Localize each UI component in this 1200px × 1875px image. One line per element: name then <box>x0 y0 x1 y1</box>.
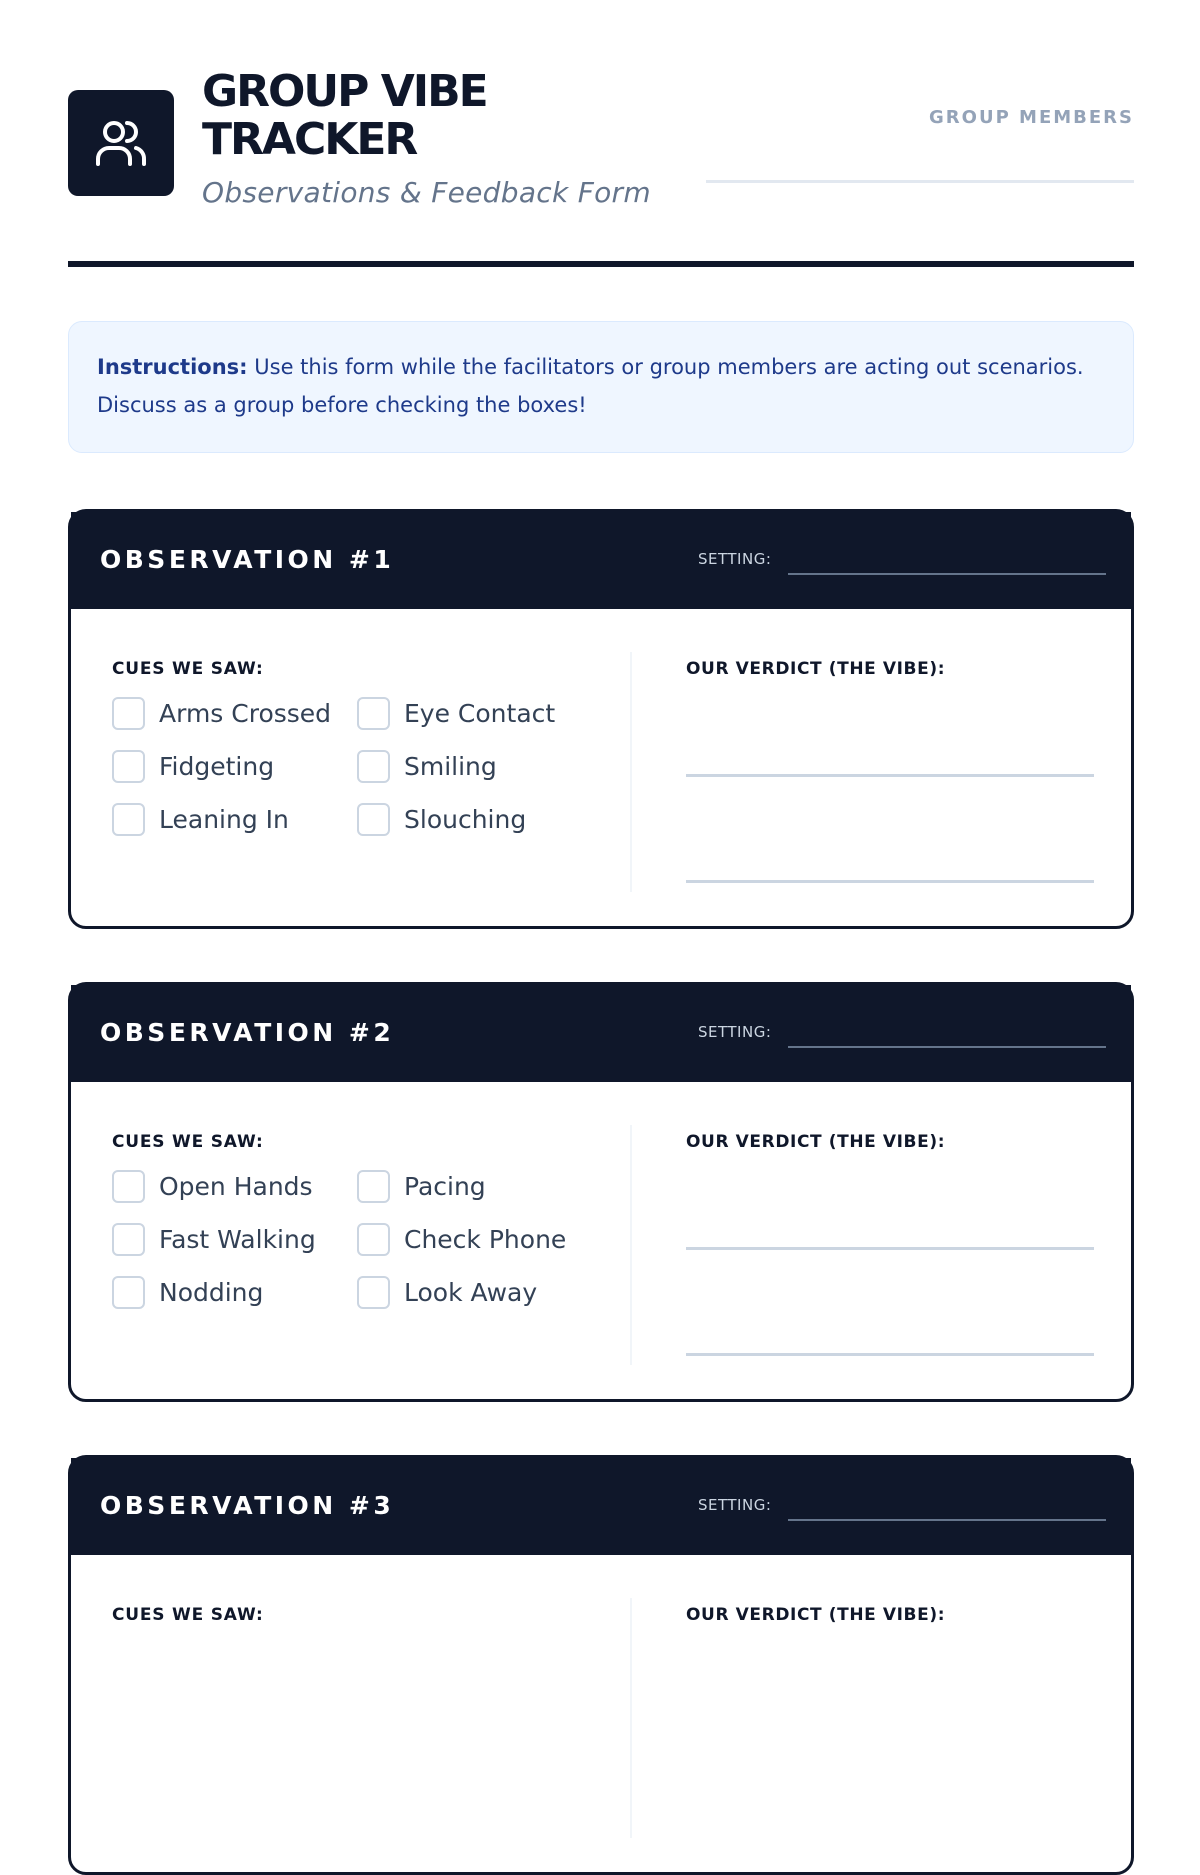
cues-label: CUES WE SAW: <box>112 1605 264 1625</box>
setting-input[interactable] <box>788 1519 1106 1521</box>
cue-label: Fidgeting <box>159 751 275 781</box>
cue-label: Nodding <box>159 1277 264 1307</box>
page-title <box>202 68 487 164</box>
cue-label: Eye Contact <box>404 698 556 728</box>
verdict-input-line[interactable] <box>686 880 1094 883</box>
column-divider <box>630 1598 632 1838</box>
observation-header <box>71 1458 1131 1555</box>
setting-label: SETTING: <box>698 1023 772 1041</box>
instructions-heading: Instructions: <box>97 355 248 379</box>
cue-label: Arms Crossed <box>159 698 332 728</box>
cue-checkbox[interactable] <box>112 1223 145 1256</box>
cue-label: Leaning In <box>159 804 289 834</box>
cue-checkbox[interactable] <box>357 750 390 783</box>
observation-header <box>71 512 1131 609</box>
cue-label: Check Phone <box>404 1224 567 1254</box>
column-divider <box>630 652 632 892</box>
users-icon <box>94 118 148 168</box>
cue-item[interactable] <box>357 802 526 836</box>
page-subtitle: Observations & Feedback Form <box>202 176 651 209</box>
setting-input[interactable] <box>788 1046 1106 1048</box>
title-line-1: GROUP VIBE <box>202 66 487 117</box>
verdict-label: OUR VERDICT (THE VIBE): <box>686 1605 946 1625</box>
cue-checkbox[interactable] <box>357 803 390 836</box>
verdict-input-line[interactable] <box>686 774 1094 777</box>
cue-label: Smiling <box>404 751 497 781</box>
cue-checkbox[interactable] <box>357 1223 390 1256</box>
cue-label: Pacing <box>404 1171 486 1201</box>
cue-label: Look Away <box>404 1277 538 1307</box>
cue-item[interactable] <box>112 1169 313 1203</box>
verdict-label: OUR VERDICT (THE VIBE): <box>686 1132 946 1152</box>
cues-label: CUES WE SAW: <box>112 659 264 679</box>
column-divider <box>630 1125 632 1365</box>
group-members-label: GROUP MEMBERS <box>929 107 1134 128</box>
setting-label: SETTING: <box>698 1496 772 1514</box>
setting-input[interactable] <box>788 573 1106 575</box>
cue-item[interactable] <box>112 802 289 836</box>
cue-label: Fast Walking <box>159 1224 316 1254</box>
cue-checkbox[interactable] <box>357 697 390 730</box>
cue-item[interactable] <box>357 1275 537 1309</box>
instructions-text-2: Discuss as a group before checking the boxes! <box>97 393 587 417</box>
observation-card-1 <box>68 509 1134 929</box>
cue-checkbox[interactable] <box>112 697 145 730</box>
cue-item[interactable] <box>112 1222 316 1256</box>
instructions-text-1: Use this form while the facilitators or group members are acting out scenarios. <box>247 355 1084 379</box>
cue-checkbox[interactable] <box>112 750 145 783</box>
observation-title: OBSERVATION #2 <box>100 1018 395 1047</box>
observation-title: OBSERVATION #1 <box>100 545 395 574</box>
verdict-label: OUR VERDICT (THE VIBE): <box>686 659 946 679</box>
group-members-field[interactable] <box>706 180 1134 183</box>
cue-item[interactable] <box>357 749 497 783</box>
cue-item[interactable] <box>357 696 555 730</box>
verdict-input-line[interactable] <box>686 1247 1094 1250</box>
cue-label: Slouching <box>404 804 527 834</box>
logo <box>68 90 174 196</box>
cue-item[interactable] <box>112 749 274 783</box>
setting-label: SETTING: <box>698 550 772 568</box>
cue-item[interactable] <box>357 1169 486 1203</box>
cue-item[interactable] <box>112 1275 263 1309</box>
cue-checkbox[interactable] <box>357 1276 390 1309</box>
cue-checkbox[interactable] <box>112 1276 145 1309</box>
cue-label: Open Hands <box>159 1171 313 1201</box>
cue-checkbox[interactable] <box>112 1170 145 1203</box>
title-line-2: TRACKER <box>202 114 417 165</box>
observation-card-2 <box>68 982 1134 1402</box>
cue-item[interactable] <box>112 696 331 730</box>
verdict-input-line[interactable] <box>686 1353 1094 1356</box>
cues-label: CUES WE SAW: <box>112 1132 264 1152</box>
form-header <box>68 64 1134 264</box>
observation-title: OBSERVATION #3 <box>100 1491 395 1520</box>
cue-checkbox[interactable] <box>357 1170 390 1203</box>
observation-header <box>71 985 1131 1082</box>
cue-item[interactable] <box>357 1222 566 1256</box>
cue-checkbox[interactable] <box>112 803 145 836</box>
instructions-box <box>68 321 1134 453</box>
observation-card-3 <box>68 1455 1134 1875</box>
header-divider <box>68 261 1134 267</box>
